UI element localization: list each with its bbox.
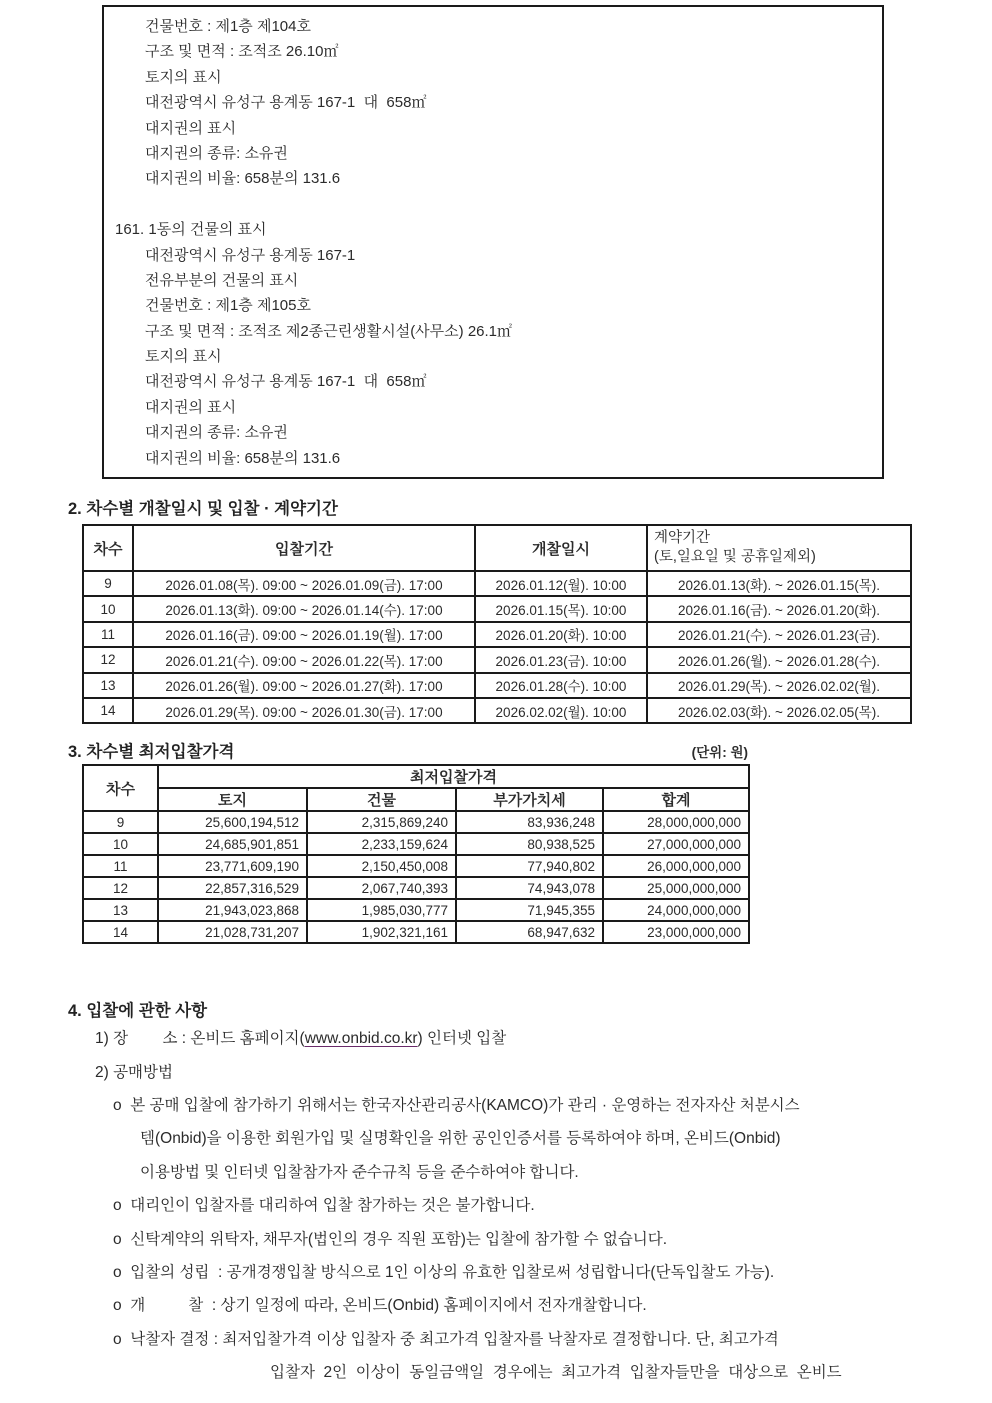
schedule-cell-round: 10	[83, 596, 133, 621]
schedule-cell-opening: 2026.01.15(목). 10:00	[475, 596, 647, 621]
blank-line	[104, 192, 882, 217]
property-line: 토지의 표시	[145, 68, 222, 86]
schedule-cell-bid-period: 2026.01.08(목). 09:00 ~ 2026.01.09(금). 17:00	[133, 571, 475, 596]
property-description-box	[102, 5, 884, 479]
schedule-cell-opening: 2026.01.28(수). 10:00	[475, 673, 647, 698]
price-cell-land: 22,857,316,529	[158, 877, 307, 899]
schedule-cell-contract: 2026.01.16(금). ~ 2026.01.20(화).	[647, 596, 911, 621]
price-cell-vat: 77,940,802	[456, 855, 603, 877]
schedule-col-round: 차수	[83, 525, 133, 571]
section4-heading: 4. 입찰에 관한 사항	[68, 1002, 208, 1020]
schedule-cell-round: 12	[83, 647, 133, 672]
unit-label: (단위: 원)	[691, 745, 748, 760]
section2-heading: 2. 차수별 개찰일시 및 입찰 · 계약기간	[68, 500, 338, 518]
bid-note-line: 템(Onbid)을 이용한 회원가입 및 실명확인을 위한 공인인증서를 등록하여야 하며, 온비드(Onbid)	[140, 1130, 781, 1148]
contract-header-line1: 계약기간	[654, 530, 711, 546]
price-cell-round: 9	[83, 811, 158, 833]
price-cell-round: 11	[83, 855, 158, 877]
schedule-cell-round: 14	[83, 698, 133, 723]
price-row	[83, 877, 749, 899]
property-line: 대지권의 표시	[145, 119, 237, 137]
property-line: 구조 및 면적 : 조적조 26.10㎡	[145, 43, 339, 61]
schedule-cell-bid-period: 2026.01.26(월). 09:00 ~ 2026.01.27(화). 17:00	[133, 673, 475, 698]
price-cell-total: 26,000,000,000	[603, 855, 749, 877]
property-line: 대전광역시 유성구 용계동 167-1 대 658㎡	[145, 373, 427, 391]
property-line: 구조 및 면적 : 조적조 제2종근린생활시설(사무소) 26.1㎡	[145, 322, 513, 340]
price-table-body	[83, 811, 749, 943]
schedule-table	[82, 524, 912, 724]
schedule-cell-contract: 2026.01.29(목). ~ 2026.02.02(월).	[647, 673, 911, 698]
price-cell-building: 2,067,740,393	[307, 877, 456, 899]
schedule-header-row	[83, 525, 911, 571]
onbid-link[interactable]: www.onbid.co.kr	[304, 1030, 418, 1047]
schedule-cell-round: 9	[83, 571, 133, 596]
property-line: 토지의 표시	[145, 348, 222, 366]
schedule-cell-contract: 2026.01.26(월). ~ 2026.01.28(수).	[647, 647, 911, 672]
schedule-cell-opening: 2026.01.23(금). 10:00	[475, 647, 647, 672]
schedule-row	[83, 698, 911, 723]
bid-note-line: o 대리인이 입찰자를 대리하여 입찰 참가하는 것은 불가합니다.	[113, 1197, 535, 1215]
price-cell-building: 2,315,869,240	[307, 811, 456, 833]
bid-note-line: o 개 찰 : 상기 일정에 따라, 온비드(Onbid) 홈페이지에서 전자개찰합니다.	[113, 1297, 647, 1315]
bid-note-line: 입찰자 2인 이상이 동일금액일 경우에는 최고가격 입찰자들만을 대상으로 온비드	[270, 1364, 842, 1382]
schedule-cell-opening: 2026.01.20(화). 10:00	[475, 622, 647, 647]
schedule-col-opening: 개찰일시	[475, 525, 647, 571]
price-col-group: 최저입찰가격	[158, 765, 749, 788]
schedule-row	[83, 571, 911, 596]
price-cell-land: 21,943,023,868	[158, 899, 307, 921]
schedule-cell-bid-period: 2026.01.29(목). 09:00 ~ 2026.01.30(금). 17:00	[133, 698, 475, 723]
price-col-vat: 부가가치세	[456, 788, 603, 811]
price-cell-total: 23,000,000,000	[603, 921, 749, 943]
price-cell-vat: 71,945,355	[456, 899, 603, 921]
price-header-row-1	[83, 765, 749, 788]
schedule-cell-opening: 2026.02.02(월). 10:00	[475, 698, 647, 723]
price-row	[83, 833, 749, 855]
bid-location-pre: 1) 장 소 : 온비드 홈페이지(	[95, 1030, 305, 1047]
schedule-cell-round: 13	[83, 673, 133, 698]
price-cell-land: 21,028,731,207	[158, 921, 307, 943]
price-cell-land: 23,771,609,190	[158, 855, 307, 877]
price-table	[82, 764, 750, 944]
price-col-land: 토지	[158, 788, 307, 811]
contract-header-line2: (토,일요일 및 공휴일제외)	[654, 549, 816, 565]
schedule-row	[83, 622, 911, 647]
price-col-total: 합계	[603, 788, 749, 811]
bid-location-line	[95, 1026, 506, 1048]
price-row	[83, 855, 749, 877]
price-cell-round: 14	[83, 921, 158, 943]
bid-note-line: o 신탁계약의 위탁자, 채무자(법인의 경우 직원 포함)는 입찰에 참가할 수 없습니다.	[113, 1230, 668, 1248]
property-line: 대지권의 종류: 소유권	[145, 144, 288, 162]
price-cell-vat: 74,943,078	[456, 877, 603, 899]
price-row	[83, 899, 749, 921]
property-line: 건물번호 : 제1층 제105호	[145, 297, 311, 315]
property-entry-161-heading: 161. 1동의 건물의 표시	[115, 221, 267, 239]
schedule-cell-contract: 2026.02.03(화). ~ 2026.02.05(목).	[647, 698, 911, 723]
bid-note-line: o 본 공매 입찰에 참가하기 위해서는 한국자산관리공사(KAMCO)가 관리 · 운영하는 전자자산 처분시스	[113, 1097, 800, 1114]
price-cell-total: 25,000,000,000	[603, 877, 749, 899]
price-cell-building: 2,233,159,624	[307, 833, 456, 855]
price-cell-vat: 80,938,525	[456, 833, 603, 855]
property-entry-161	[104, 243, 882, 472]
schedule-table-head	[83, 525, 911, 571]
schedule-col-bid-period: 입찰기간	[133, 525, 475, 571]
sale-method-line: 2) 공매방법	[95, 1064, 173, 1081]
price-cell-round: 13	[83, 899, 158, 921]
property-entry-104	[104, 14, 882, 192]
price-cell-vat: 83,936,248	[456, 811, 603, 833]
property-line: 대지권의 표시	[145, 398, 237, 416]
price-cell-land: 25,600,194,512	[158, 811, 307, 833]
schedule-cell-round: 11	[83, 622, 133, 647]
price-header-row-2	[83, 788, 749, 811]
schedule-row	[83, 596, 911, 621]
price-cell-building: 2,150,450,008	[307, 855, 456, 877]
price-row	[83, 811, 749, 833]
bid-note-line: 이용방법 및 인터넷 입찰참가자 준수규칙 등을 준수하여야 합니다.	[140, 1163, 579, 1181]
bid-note-line: o 입찰의 성립 : 공개경쟁입찰 방식으로 1인 이상의 유효한 입찰로써 성립합니다(단독입찰도 가능).	[113, 1263, 775, 1281]
schedule-cell-bid-period: 2026.01.21(수). 09:00 ~ 2026.01.22(목). 17:00	[133, 647, 475, 672]
price-col-round: 차수	[83, 765, 158, 811]
price-cell-building: 1,985,030,777	[307, 899, 456, 921]
price-cell-round: 10	[83, 833, 158, 855]
section3-heading: 3. 차수별 최저입찰가격	[68, 743, 235, 761]
schedule-col-contract	[647, 525, 911, 571]
property-line: 대지권의 비율: 658분의 131.6	[145, 449, 341, 467]
property-line: 대지권의 비율: 658분의 131.6	[145, 170, 341, 188]
bid-location-post: ) 인터넷 입찰	[417, 1030, 507, 1047]
bid-notes	[113, 1089, 943, 1390]
property-line: 건물번호 : 제1층 제104호	[145, 18, 311, 35]
schedule-cell-contract: 2026.01.21(수). ~ 2026.01.23(금).	[647, 622, 911, 647]
price-cell-vat: 68,947,632	[456, 921, 603, 943]
price-row	[83, 921, 749, 943]
property-line: 대전광역시 유성구 용계동 167-1 대 658㎡	[145, 94, 427, 112]
price-cell-total: 24,000,000,000	[603, 899, 749, 921]
schedule-table-body	[83, 571, 911, 723]
price-table-head	[83, 765, 749, 811]
price-cell-round: 12	[83, 877, 158, 899]
schedule-cell-opening: 2026.01.12(월). 10:00	[475, 571, 647, 596]
price-cell-land: 24,685,901,851	[158, 833, 307, 855]
schedule-row	[83, 647, 911, 672]
property-line: 대전광역시 유성구 용계동 167-1	[145, 246, 356, 264]
schedule-cell-bid-period: 2026.01.16(금). 09:00 ~ 2026.01.19(월). 17:00	[133, 622, 475, 647]
schedule-cell-contract: 2026.01.13(화). ~ 2026.01.15(목).	[647, 571, 911, 596]
property-line: 대지권의 종류: 소유권	[145, 424, 288, 442]
price-cell-total: 27,000,000,000	[603, 833, 749, 855]
price-col-building: 건물	[307, 788, 456, 811]
price-cell-building: 1,902,321,161	[307, 921, 456, 943]
schedule-cell-bid-period: 2026.01.13(화). 09:00 ~ 2026.01.14(수). 17:00	[133, 596, 475, 621]
schedule-row	[83, 673, 911, 698]
price-cell-total: 28,000,000,000	[603, 811, 749, 833]
property-line: 전유부분의 건물의 표시	[145, 271, 299, 289]
bid-note-line: o 낙찰자 결정 : 최저입찰가격 이상 입찰자 중 최고가격 입찰자를 낙찰자로 결정합니다. 단, 최고가격	[113, 1330, 779, 1348]
